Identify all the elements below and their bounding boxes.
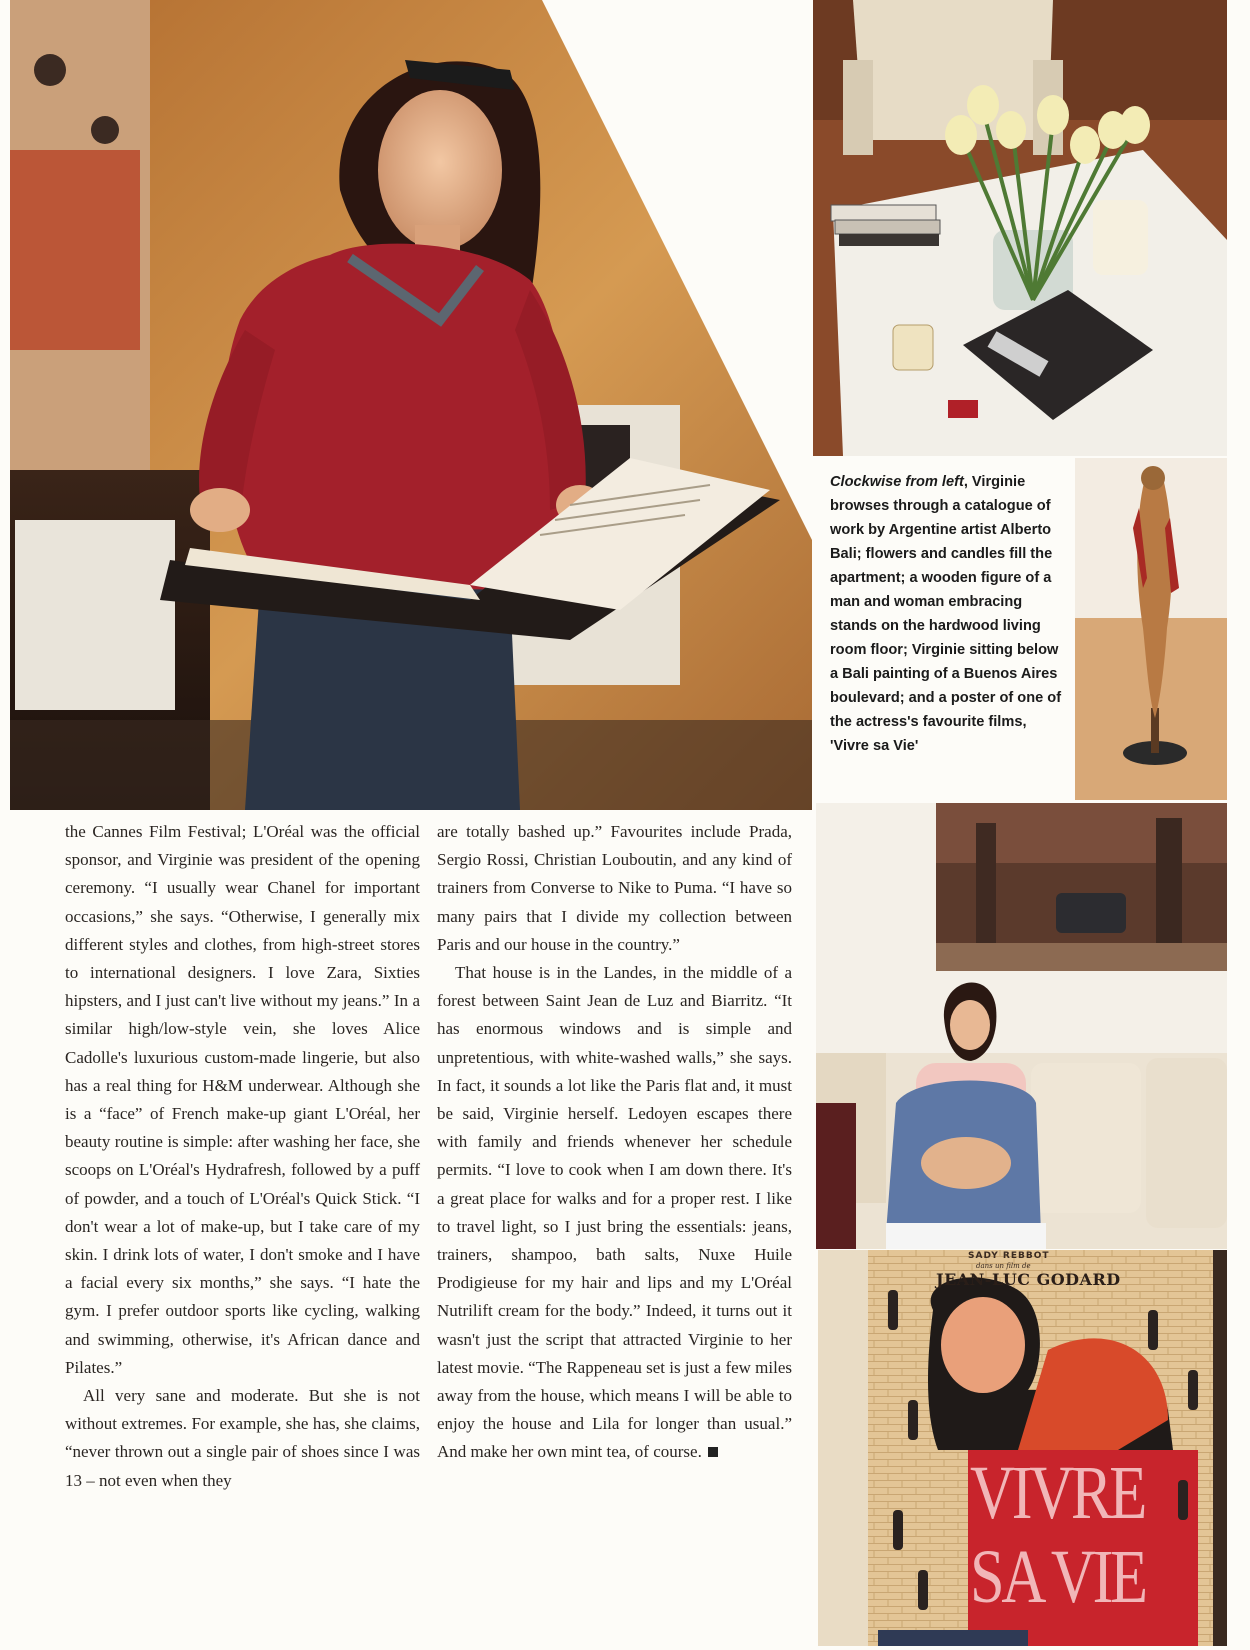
poster-credit: SADY REBBOT (968, 1251, 1050, 1261)
photo-wooden-figurine (1075, 458, 1227, 800)
poster-title-line1: VIVRE (970, 1451, 1145, 1535)
article-paragraph: All very sane and moderate. But she is not without extremes. For example, she has, she claims, “never thrown out a single pair of shoes since I was 13 – not even when they (65, 1386, 420, 1490)
article-paragraph: are totally bashed up.” Favourites include Prada, Sergio Rossi, Christian Louboutin, and any kind of trainers from Converse to Nike to Puma. “I have so many pairs that I divide my collection between Paris and our house in the country.” (437, 822, 792, 954)
article-column-right (437, 818, 792, 1467)
caption-text: , Virginie browses through a catalogue of work by Argentine artist Alberto Bali; flowers and candles fill the apartment; a wooden figure of a man and woman embracing stands on the hardwood living room floor; Virginie sitting below a Bali painting of a Buenos Aires boulevard; and a poster of one of the actress's favourite films, 'Vivre sa Vie' (830, 474, 1062, 754)
photo-virginie-on-sofa (816, 803, 1227, 1249)
photo-vivre-sa-vie-poster (818, 1250, 1227, 1646)
poster-title-line2: SA VIE (970, 1535, 1145, 1619)
hero-photo-virginie-reading (10, 0, 812, 810)
end-of-article-mark (708, 1447, 718, 1457)
caption-lead: Clockwise from left (830, 474, 964, 490)
poster-director: JEAN-LUC GODARD (936, 1270, 1121, 1289)
photo-caption (830, 470, 1066, 758)
article-paragraph: the Cannes Film Festival; L'Oréal was the official sponsor, and Virginie was president of the opening ceremony. “I usually wear Chanel for important occasions,” she says. “Otherwise, I generally mix different styles and clothes, from high-street stores to international designers. I love Zara, Sixties hipsters, and I just can't live without my jeans.” In a similar high/low-style vein, she loves Alice Cadolle's luxurious custom-made lingerie, but also has a real thing for H&M underwear. Although she is a “face” of French make-up giant L'Oréal, her beauty routine is simple: after washing her face, she scoops on L'Oréal's Hydrafresh, followed by a puff of powder, and a touch of L'Oréal's Quick Stick. “I don't wear a lot of make-up, but I take care of my skin. I drink lots of water, I don't smoke and I have a facial every six months,” she says. “I hate the gym. I prefer outdoor sports like cycling, walking and swimming, otherwise, it's African dance and Pilates.” (65, 822, 420, 1377)
article-paragraph: That house is in the Landes, in the middle of a forest between Saint Jean de Luz and Biarritz. “It has enormous windows and is simple and unpretentious, with white-washed walls,” she says. In fact, it sounds a lot like the Paris flat and, it must be said, Virginie herself. Ledoyen escapes there with family and friends whenever her schedule permits. “I love to cook when I am down there. It's a great place for walks and for a proper rest. I like to travel light, so I just bring the essentials: jeans, trainers, shampoo, bath salts, Nuxe Huile Prodigieuse for my hair and lips and my L'Oréal Nutrilift cream for the body.” Indeed, it turns out it wasn't just the script that attracted Virginie to her latest movie. “The Rappeneau set is just a few miles away from the house, which means I will be able to enjoy the house and Lila for longer than usual.” And make her own mint tea, of course. (437, 963, 793, 1462)
photo-tulips-and-candles (813, 0, 1227, 456)
article-column-left (65, 818, 420, 1495)
poster-subtitle: dans un film de (976, 1262, 1031, 1270)
